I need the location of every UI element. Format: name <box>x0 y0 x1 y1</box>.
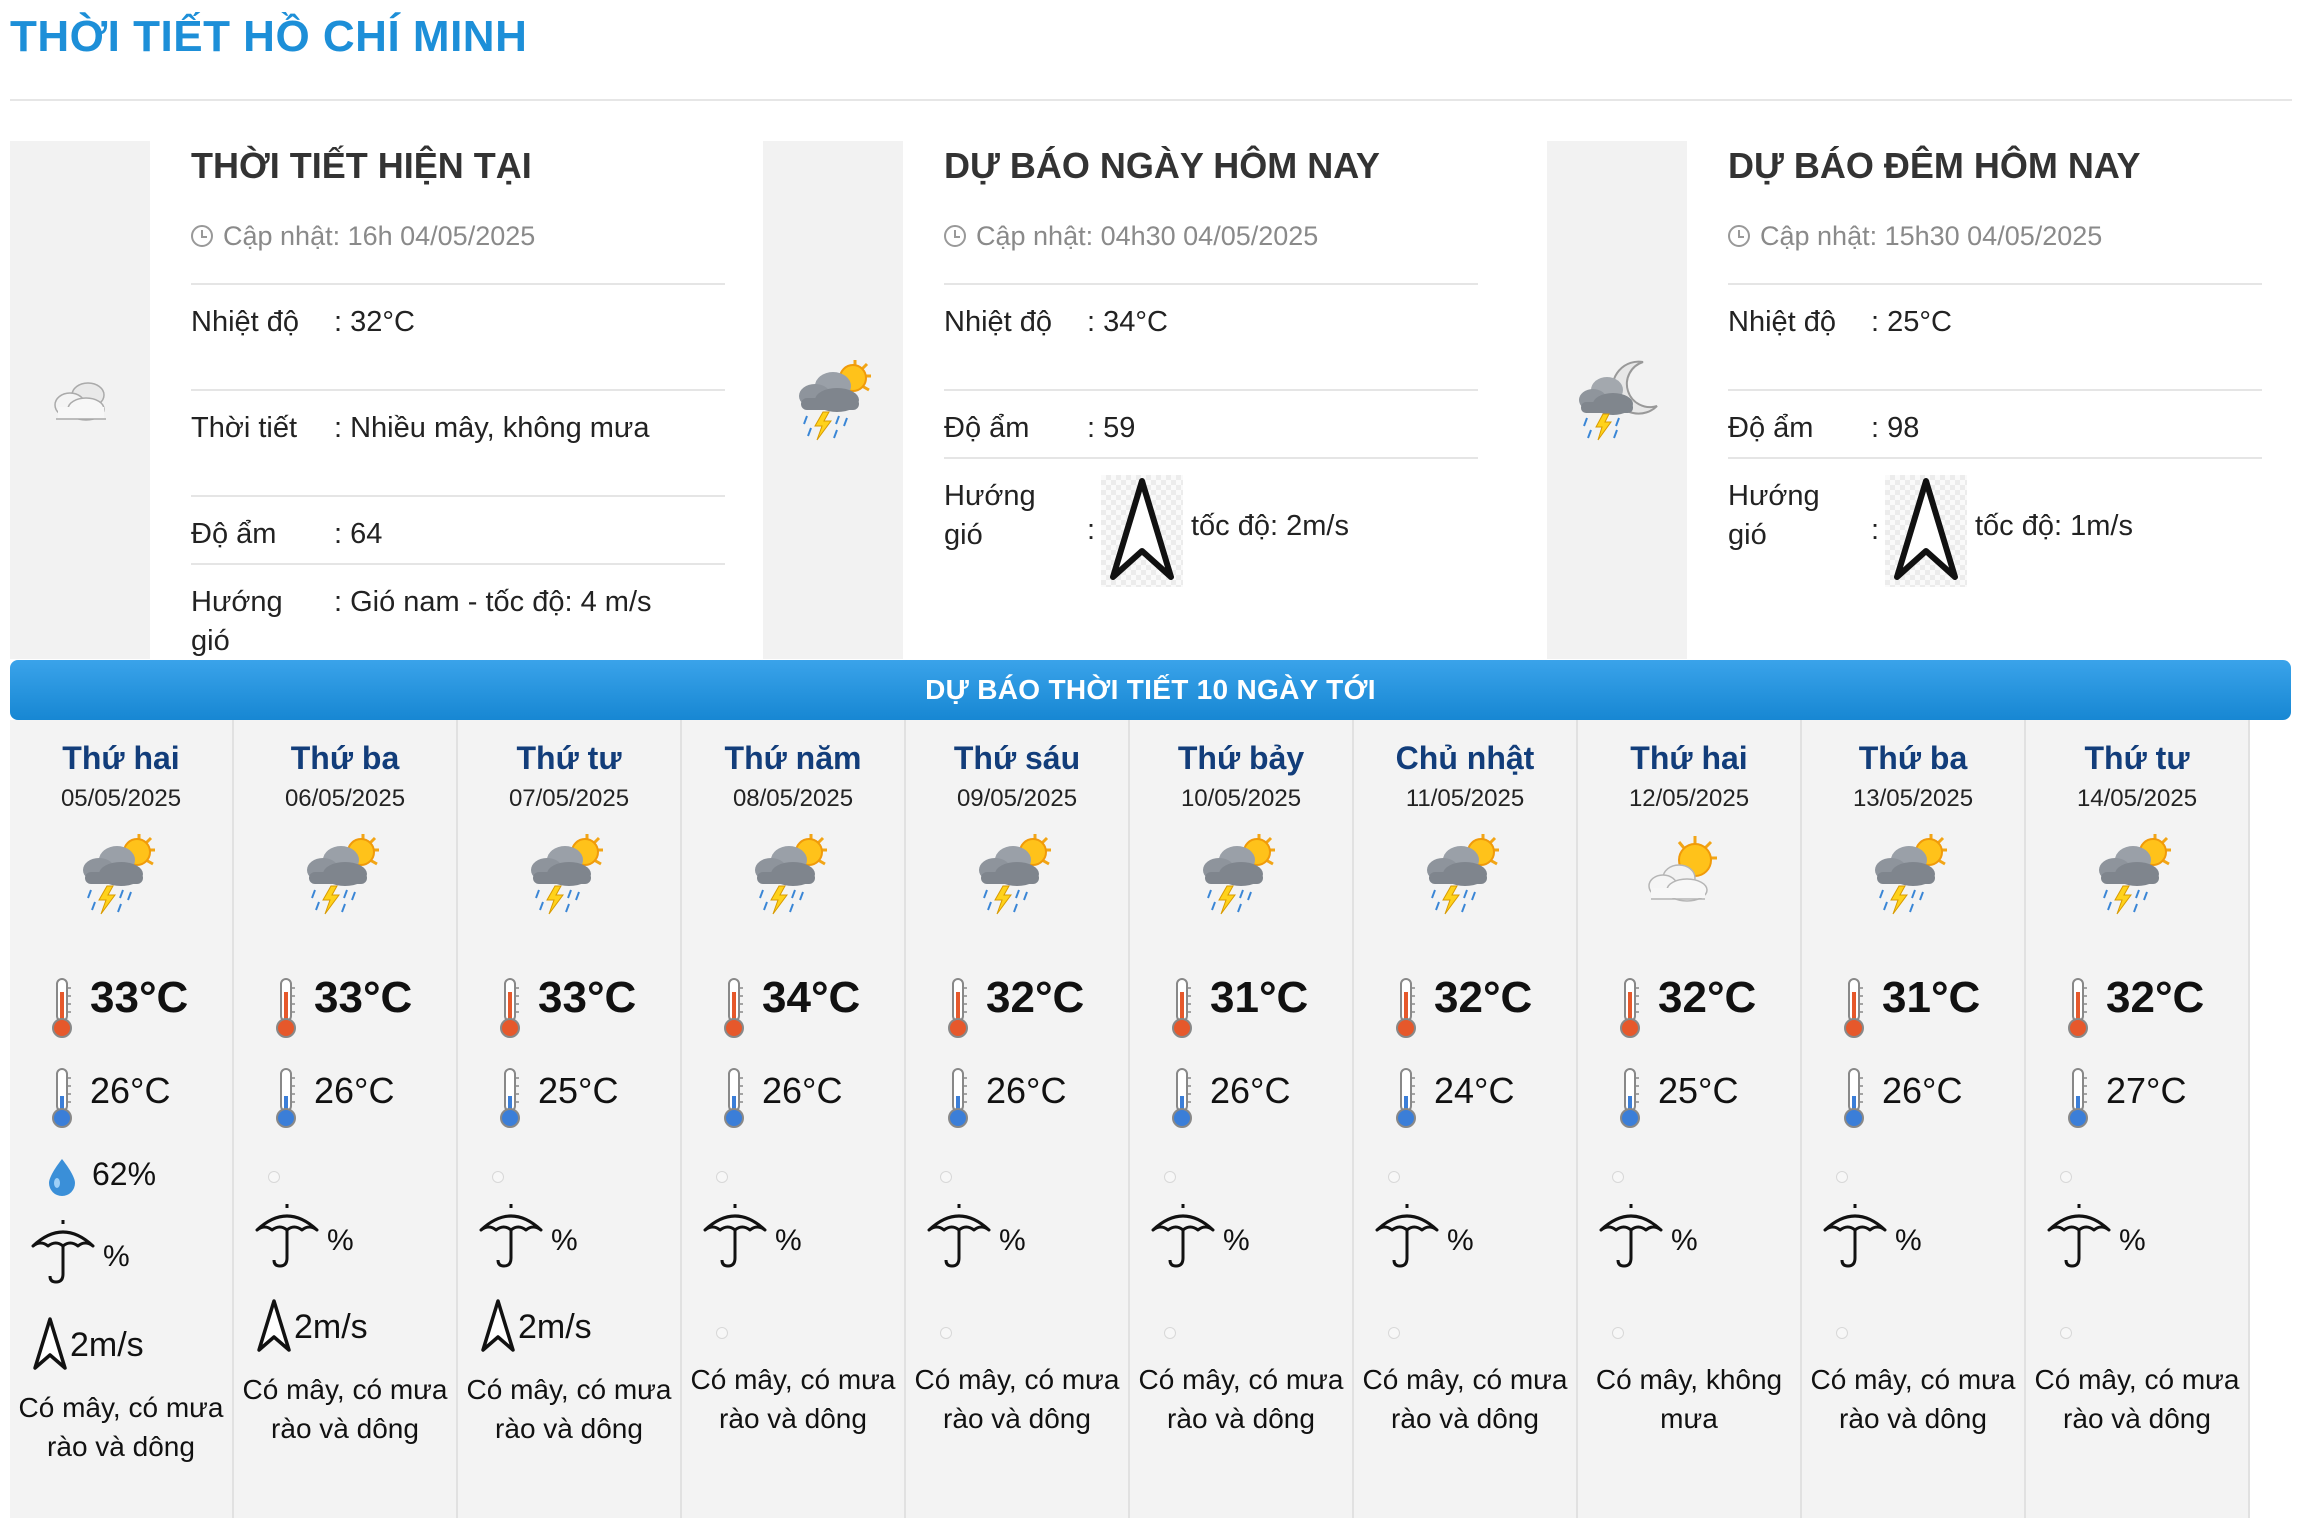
rain-chance: % <box>1671 1224 1698 1257</box>
humidity-row <box>944 391 1478 459</box>
humidity-label: Độ ẩm <box>191 518 277 550</box>
thermometer-low-icon <box>1168 1066 1196 1135</box>
temp-high: 32°C <box>986 973 1085 1022</box>
weather-description: Có mây, có mưa rào và dông <box>1138 1364 1344 1434</box>
humidity-drop-icon <box>46 1157 78 1202</box>
weather-description: Có mây, có mưa rào và dông <box>242 1374 448 1444</box>
rain-chance: % <box>999 1224 1026 1257</box>
clock-icon <box>944 225 966 247</box>
day-date: 10/05/2025 <box>1180 785 1302 812</box>
placeholder-dot <box>1164 1171 1176 1183</box>
placeholder-dot <box>1388 1171 1400 1183</box>
day-name: Thứ ba <box>1858 740 1968 776</box>
thermometer-low-icon <box>496 1066 524 1135</box>
thermometer-low-icon <box>48 1066 76 1135</box>
temperature-value: : 32°C <box>334 306 415 338</box>
thermometer-high-icon <box>1840 976 1868 1045</box>
rain-chance: % <box>1223 1224 1250 1257</box>
day-date: 09/05/2025 <box>956 785 1078 812</box>
placeholder-dot <box>940 1327 952 1339</box>
umbrella-icon <box>1148 1200 1218 1275</box>
rain-chance: % <box>1447 1224 1474 1257</box>
weather-label: Thời tiết <box>191 412 298 444</box>
temperature-value: : 25°C <box>1871 306 1952 338</box>
umbrella-icon <box>476 1200 546 1275</box>
rain-chance: % <box>2119 1224 2146 1257</box>
wind-label: Hướng gió <box>191 586 283 657</box>
thermometer-high-icon <box>1168 976 1196 1045</box>
day-date: 05/05/2025 <box>60 785 182 812</box>
umbrella-icon <box>1820 1200 1890 1275</box>
weather-description: Có mây, có mưa rào và dông <box>18 1392 224 1462</box>
wind-speed: tốc độ: 2m/s <box>1191 510 1349 542</box>
day-name: Thứ tư <box>516 740 622 776</box>
weather-row <box>191 391 725 497</box>
day-name: Thứ tư <box>2084 740 2190 776</box>
temp-high: 33°C <box>538 973 637 1022</box>
day-date: 08/05/2025 <box>732 785 854 812</box>
thermometer-low-icon <box>1392 1066 1420 1135</box>
forecast-day-3 <box>458 720 682 1518</box>
panel-title: THỜI TIẾT HIỆN TẠI <box>191 145 532 186</box>
wind-direction-icon <box>1101 475 1183 587</box>
day-date: 14/05/2025 <box>2076 785 2198 812</box>
day-date: 12/05/2025 <box>1628 785 1750 812</box>
humidity-value: : 59 <box>1087 412 1136 444</box>
sun-thunderstorm-icon <box>1191 828 1283 925</box>
placeholder-dot <box>1388 1327 1400 1339</box>
weather-description: Có mây, có mưa rào và dông <box>1362 1364 1568 1434</box>
panel-title: DỰ BÁO ĐÊM HÔM NAY <box>1728 145 2141 186</box>
panel-icon-column <box>1547 141 1687 659</box>
sun-thunderstorm-icon <box>519 828 611 925</box>
placeholder-dot <box>2060 1327 2072 1339</box>
rain-chance: % <box>551 1224 578 1257</box>
humidity-label: Độ ẩm <box>1728 412 1814 444</box>
thermometer-high-icon <box>1616 976 1644 1045</box>
day-name: Chủ nhật <box>1395 740 1535 776</box>
forecast-day-4 <box>682 720 906 1518</box>
humidity-row <box>191 497 725 565</box>
day-name: Thứ hai <box>62 740 180 776</box>
sun-thunderstorm-icon <box>1415 828 1507 925</box>
sun-thunderstorm-icon <box>967 828 1059 925</box>
day-name: Thứ bảy <box>1177 740 1305 776</box>
update-time-text: Cập nhật: 16h 04/05/2025 <box>223 220 536 251</box>
temperature-label: Nhiệt độ <box>944 306 1053 338</box>
umbrella-icon <box>1596 1200 1666 1275</box>
sun-thunderstorm-icon <box>71 828 163 925</box>
temperature-row <box>191 285 725 391</box>
placeholder-dot <box>492 1171 504 1183</box>
thermometer-low-icon <box>2064 1066 2092 1135</box>
placeholder-dot <box>940 1171 952 1183</box>
forecast-day-10 <box>2026 720 2250 1518</box>
weather-description: Có mây, có mưa rào và dông <box>690 1364 896 1434</box>
thermometer-low-icon <box>944 1066 972 1135</box>
day-name: Thứ năm <box>724 740 862 776</box>
sun-thunderstorm-icon <box>1863 828 1955 925</box>
clock-icon <box>1728 225 1750 247</box>
temp-low: 26°C <box>986 1070 1067 1111</box>
day-date: 07/05/2025 <box>508 785 630 812</box>
forecast-day-5 <box>906 720 1130 1518</box>
wind-label: Hướng gió <box>1728 480 1820 551</box>
wind-label: Hướng gió <box>944 480 1036 551</box>
humidity-value: : 64 <box>334 518 383 550</box>
umbrella-icon <box>700 1200 770 1275</box>
temp-low: 26°C <box>762 1070 843 1111</box>
rain-chance: % <box>103 1240 130 1273</box>
wind-direction-icon <box>1885 475 1967 587</box>
placeholder-dot <box>1836 1171 1848 1183</box>
sun-thunderstorm-icon <box>743 828 835 925</box>
thermometer-high-icon <box>48 976 76 1045</box>
placeholder-dot <box>1836 1327 1848 1339</box>
humidity-value: : 98 <box>1871 412 1920 444</box>
temp-low: 24°C <box>1434 1070 1515 1111</box>
umbrella-icon <box>28 1216 98 1291</box>
wind-speed: 2m/s <box>294 1308 368 1346</box>
humidity-value: 62% <box>92 1156 157 1192</box>
temp-high: 32°C <box>2106 973 2205 1022</box>
wind-direction-icon <box>478 1298 518 1359</box>
wind-row <box>191 565 725 669</box>
placeholder-dot <box>2060 1171 2072 1183</box>
temperature-label: Nhiệt độ <box>191 306 300 338</box>
temp-low: 25°C <box>538 1070 619 1111</box>
weather-description: Có mây, không mưa <box>1595 1364 1783 1434</box>
temp-high: 31°C <box>1882 973 1981 1022</box>
wind-direction-icon <box>254 1298 294 1359</box>
update-time <box>191 217 725 255</box>
placeholder-dot <box>716 1171 728 1183</box>
temp-low: 27°C <box>2106 1070 2187 1111</box>
placeholder-dot <box>1612 1327 1624 1339</box>
temp-high: 32°C <box>1434 973 1533 1022</box>
wind-colon: : <box>1871 514 1880 546</box>
thermometer-high-icon <box>496 976 524 1045</box>
today-forecast-panel <box>763 141 1493 659</box>
rain-chance: % <box>775 1224 802 1257</box>
panel-icon-column <box>10 141 150 659</box>
day-date: 11/05/2025 <box>1405 785 1525 812</box>
rain-chance: % <box>1895 1224 1922 1257</box>
forecast-day-9 <box>1802 720 2026 1518</box>
weather-value: : Nhiều mây, không mưa <box>334 412 650 444</box>
weather-description: Có mây, có mưa rào và dông <box>914 1364 1120 1434</box>
temp-low: 26°C <box>314 1070 395 1111</box>
moon-thunderstorm-icon <box>1571 354 1663 446</box>
sun-thunderstorm-icon <box>787 354 879 446</box>
current-weather-panel <box>10 141 740 659</box>
umbrella-icon <box>1372 1200 1442 1275</box>
panel-title: DỰ BÁO NGÀY HÔM NAY <box>944 145 1380 186</box>
placeholder-dot <box>716 1327 728 1339</box>
wind-row <box>1728 459 2262 599</box>
day-date: 06/05/2025 <box>284 785 406 812</box>
thermometer-high-icon <box>1392 976 1420 1045</box>
day-date: 13/05/2025 <box>1852 785 1974 812</box>
umbrella-icon <box>252 1200 322 1275</box>
wind-row <box>944 459 1478 599</box>
weather-description: Có mây, có mưa rào và dông <box>2034 1364 2240 1434</box>
temperature-row <box>944 285 1478 391</box>
humidity-label: Độ ẩm <box>944 412 1030 444</box>
page-title: THỜI TIẾT HỒ CHÍ MINH <box>10 12 528 61</box>
rain-chance: % <box>327 1224 354 1257</box>
thermometer-low-icon <box>272 1066 300 1135</box>
thermometer-low-icon <box>720 1066 748 1135</box>
temperature-row <box>1728 285 2262 391</box>
temp-low: 26°C <box>1882 1070 1963 1111</box>
placeholder-dot <box>1164 1327 1176 1339</box>
temp-high: 31°C <box>1210 973 1309 1022</box>
thermometer-high-icon <box>272 976 300 1045</box>
wind-value: : Gió nam - tốc độ: 4 m/s <box>334 586 652 618</box>
weather-description: Có mây, có mưa rào và dông <box>466 1374 672 1444</box>
wind-speed: 2m/s <box>518 1308 592 1346</box>
update-time <box>1728 217 2262 255</box>
clock-icon <box>191 225 213 247</box>
sun-thunderstorm-icon <box>2087 828 2179 925</box>
thermometer-high-icon <box>944 976 972 1045</box>
temp-high: 32°C <box>1658 973 1757 1022</box>
placeholder-dot <box>268 1171 280 1183</box>
wind-speed: tốc độ: 1m/s <box>1975 510 2133 542</box>
thermometer-low-icon <box>1840 1066 1868 1135</box>
forecast-day-7 <box>1354 720 1578 1518</box>
cloudy-icon <box>48 375 112 425</box>
thermometer-high-icon <box>2064 976 2092 1045</box>
thermometer-low-icon <box>1616 1066 1644 1135</box>
day-name: Thứ hai <box>1630 740 1748 776</box>
update-time-text: Cập nhật: 15h30 04/05/2025 <box>1760 220 2103 251</box>
sun-cloud-icon <box>1639 828 1731 925</box>
temp-high: 33°C <box>90 973 189 1022</box>
umbrella-icon <box>924 1200 994 1275</box>
forecast-day-8 <box>1578 720 1802 1518</box>
wind-speed: 2m/s <box>70 1326 144 1364</box>
forecast-day-6 <box>1130 720 1354 1518</box>
forecast-day-2 <box>234 720 458 1518</box>
wind-colon: : <box>1087 514 1096 546</box>
forecast-day-1 <box>10 720 234 1518</box>
thermometer-high-icon <box>720 976 748 1045</box>
temp-low: 26°C <box>90 1070 171 1111</box>
update-time <box>944 217 1478 255</box>
weather-description: Có mây, có mưa rào và dông <box>1810 1364 2016 1434</box>
forecast-10-day-list <box>10 720 2251 1518</box>
temp-high: 34°C <box>762 973 861 1022</box>
temp-low: 26°C <box>1210 1070 1291 1111</box>
tonight-forecast-panel <box>1547 141 2277 659</box>
panel-icon-column <box>763 141 903 659</box>
title-divider <box>10 99 2292 101</box>
sun-thunderstorm-icon <box>295 828 387 925</box>
temp-low: 25°C <box>1658 1070 1739 1111</box>
placeholder-dot <box>1612 1171 1624 1183</box>
wind-direction-icon <box>30 1316 70 1377</box>
umbrella-icon <box>2044 1200 2114 1275</box>
humidity-row <box>1728 391 2262 459</box>
temperature-value: : 34°C <box>1087 306 1168 338</box>
temperature-label: Nhiệt độ <box>1728 306 1837 338</box>
day-name: Thứ ba <box>290 740 400 776</box>
forecast-10-day-header: DỰ BÁO THỜI TIẾT 10 NGÀY TỚI <box>10 660 2291 720</box>
update-time-text: Cập nhật: 04h30 04/05/2025 <box>976 220 1319 251</box>
day-name: Thứ sáu <box>953 740 1081 776</box>
temp-high: 33°C <box>314 973 413 1022</box>
